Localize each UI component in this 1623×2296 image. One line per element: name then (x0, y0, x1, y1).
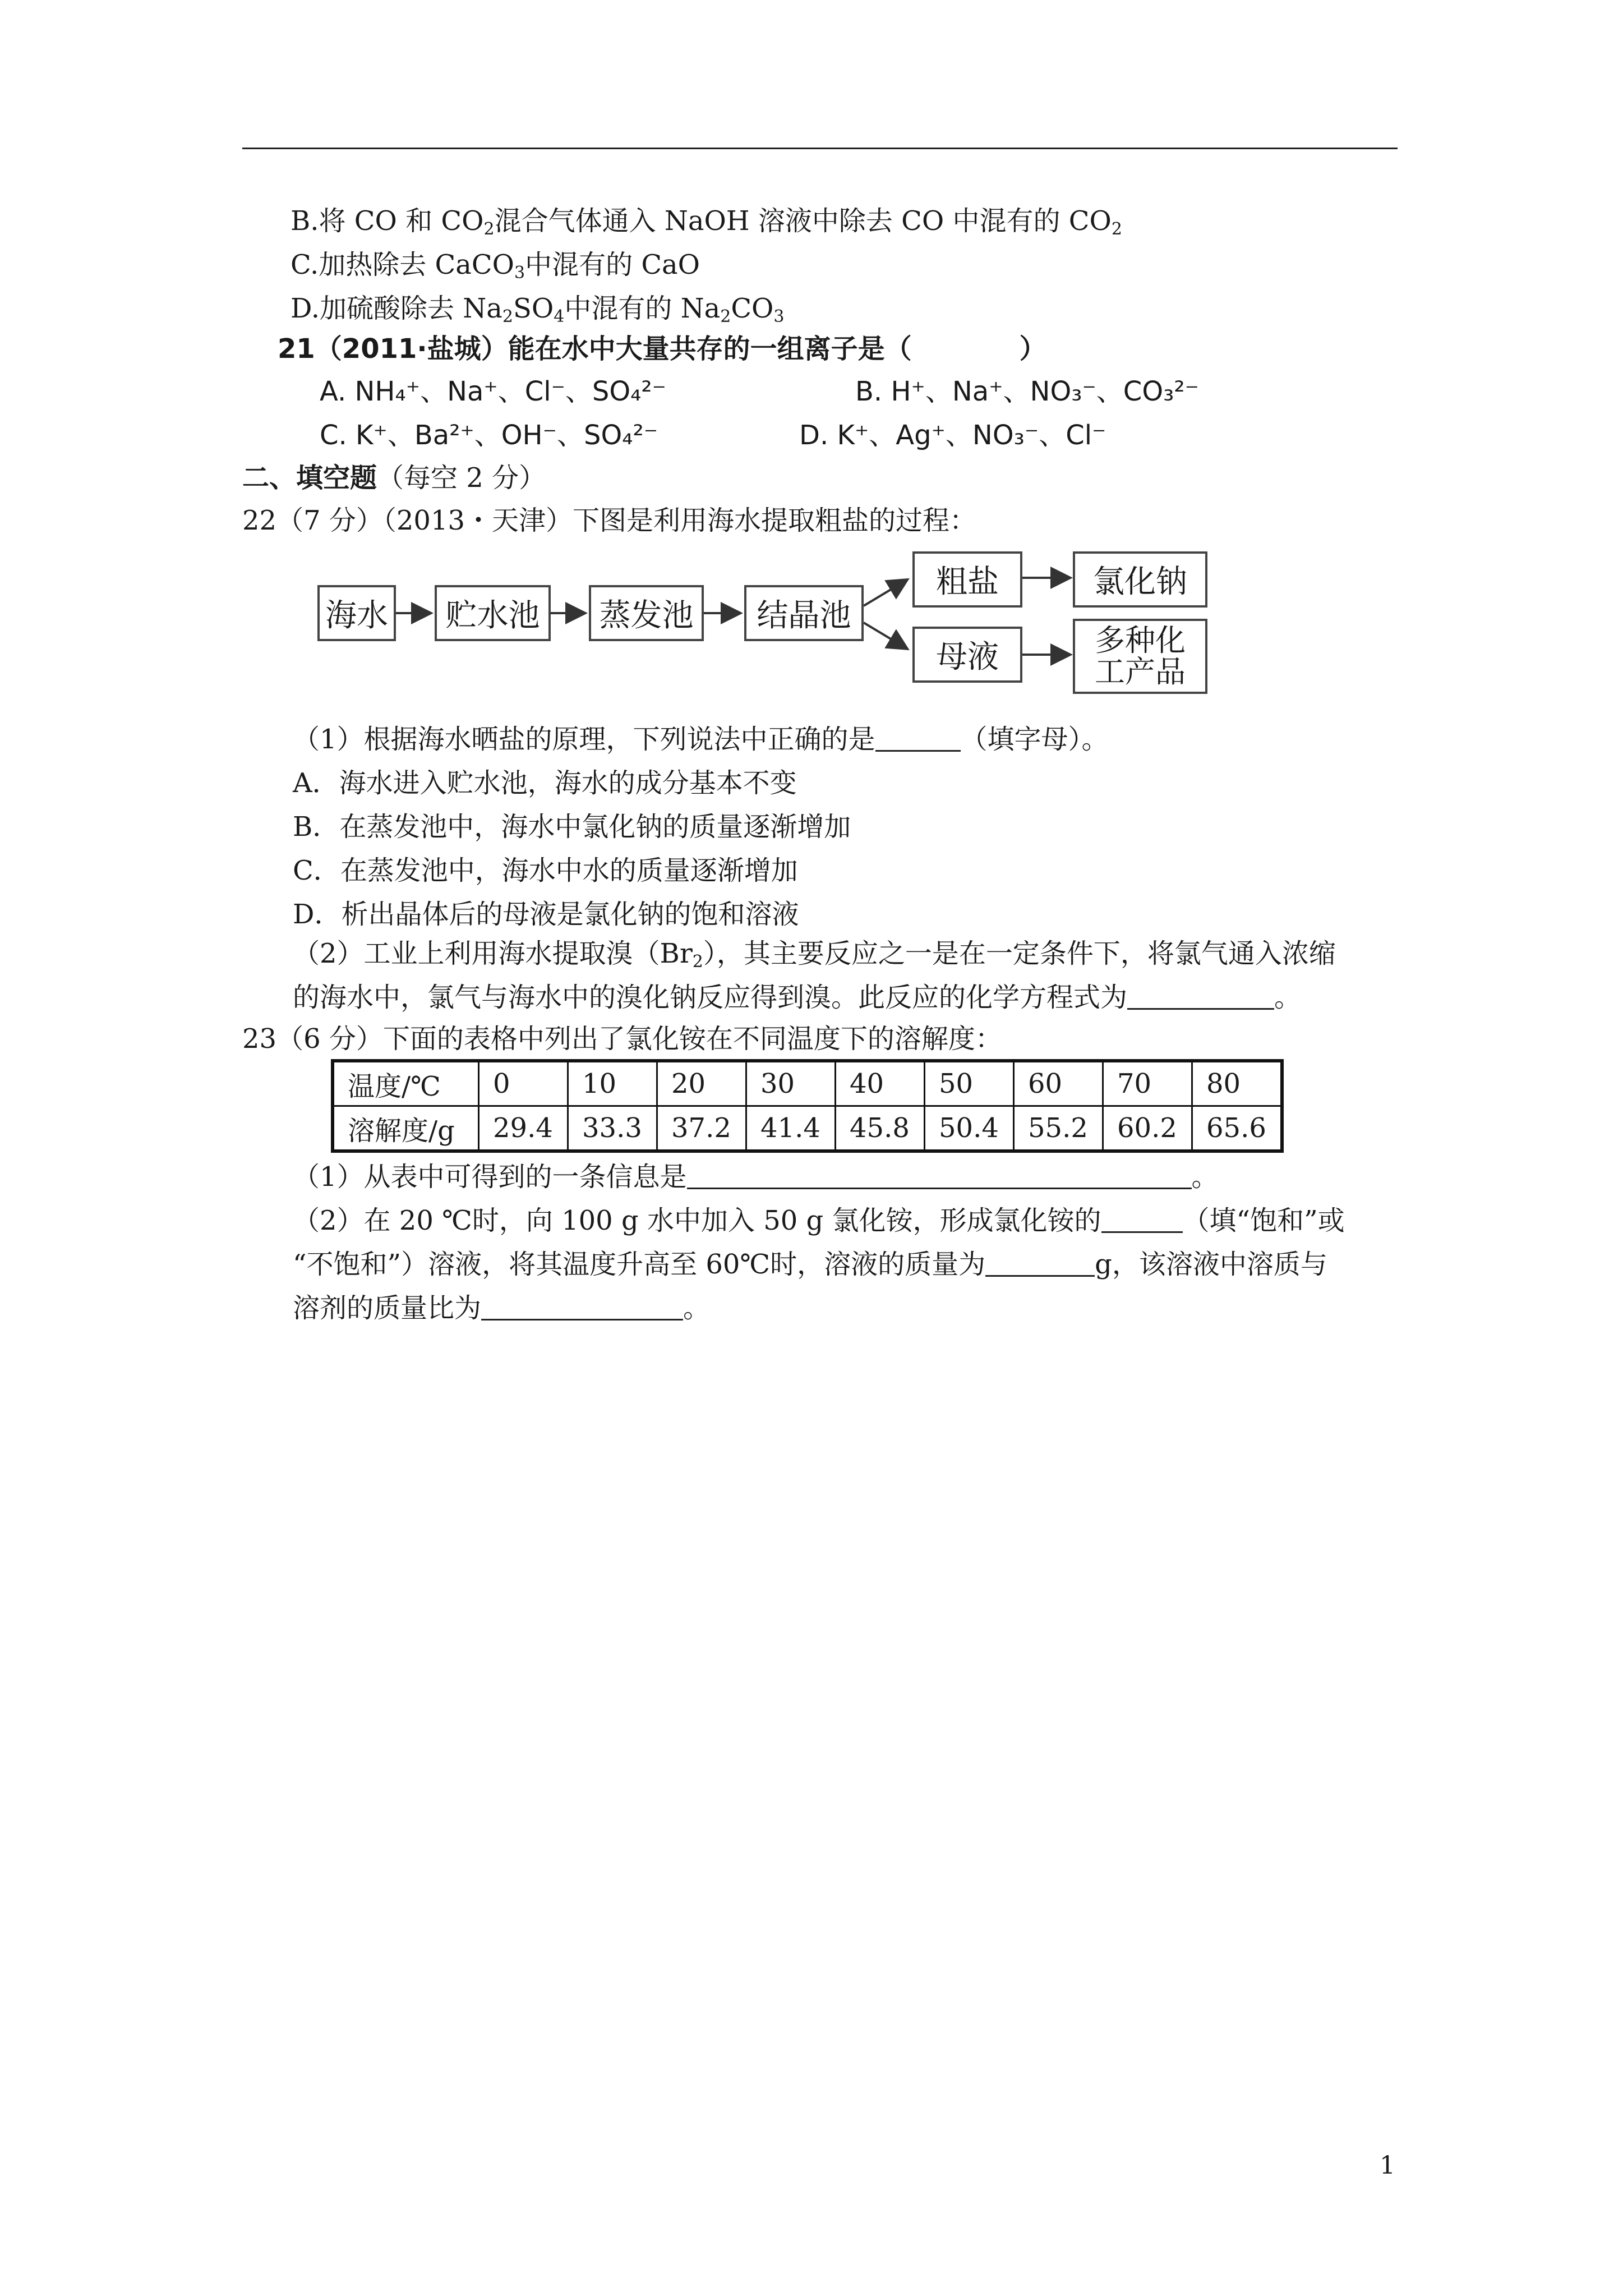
table-row (333, 1106, 1282, 1152)
q23-part2-line1: （2）在 20 ℃时，向 100 g 水中加入 50 g 氯化铵，形成氯化铵的 （填“饱和”或 (293, 1205, 1345, 1236)
answer-blank[interactable] (1127, 981, 1274, 1010)
table-cell: 50 (925, 1061, 1014, 1106)
q22-part1: （1）根据海水晒盐的原理，下列说法中正确的是 （填字母）。 (293, 724, 1109, 755)
q22-option-d: D．析出晶体后的母液是氯化钠的饱和溶液 (293, 899, 799, 930)
table-cell: 0 (479, 1061, 568, 1106)
flow-node-chemical-products-line1: 多种化 (1095, 623, 1186, 658)
flow-node-crude-salt: 粗盐 (912, 551, 1022, 608)
q22-part2-line2: 的海水中，氯气与海水中的溴化钠反应得到溴。此反应的化学方程式为 。 (293, 982, 1302, 1013)
answer-blank[interactable] (481, 1292, 683, 1320)
table-cell: 20 (657, 1061, 746, 1106)
q22-option-b: B．在蒸发池中，海水中氯化钠的质量逐渐增加 (293, 811, 851, 843)
option-c-line: C.加热除去 CaCO$_3$中混有的 CaO (291, 249, 700, 283)
answer-blank[interactable] (687, 1161, 1192, 1189)
q21-option-d: D. K⁺、Ag⁺、NO₃⁻、Cl⁻ (799, 420, 1106, 451)
arrow-5 (864, 623, 906, 648)
flow-node-sodium-chloride: 氯化钠 (1073, 551, 1207, 608)
q21-option-b: B. H⁺、Na⁺、NO₃⁻、CO₃²⁻ (855, 376, 1199, 407)
answer-blank[interactable] (1101, 1204, 1183, 1233)
flow-node-seawater: 海水 (317, 585, 396, 641)
q21-option-a: A. NH₄⁺、Na⁺、Cl⁻、SO₄²⁻ (320, 376, 667, 407)
table-cell: 33.3 (568, 1106, 657, 1152)
q22-part2-line1: （2）工业上利用海水提取溴$(Br_2)$，其主要反应之一是在一定条件下，将氯气通入浓缩 (293, 938, 1336, 972)
table-row (333, 1061, 1282, 1106)
q22-option-a: A．海水进入贮水池，海水的成分基本不变 (293, 767, 797, 799)
arrow-4 (864, 581, 906, 606)
table-cell: 29.4 (479, 1106, 568, 1152)
q21-option-c: C. K⁺、Ba²⁺、OH⁻、SO₄²⁻ (320, 420, 658, 451)
flow-node-evaporation-pond: 蒸发池 (589, 585, 704, 641)
page-number: 1 (1380, 2151, 1395, 2180)
q22-option-c: C．在蒸发池中，海水中水的质量逐渐增加 (293, 855, 798, 886)
table-cell: 45.8 (836, 1106, 925, 1152)
answer-blank[interactable] (875, 723, 961, 752)
table-cell: 41.4 (746, 1106, 836, 1152)
section-title: 二、填空题 (242, 462, 377, 494)
q22-stem: 22（7 分）（2013・天津）下图是利用海水提取粗盐的过程： (242, 505, 977, 536)
option-d-line: D.加硫酸除去 $Na_2SO_4$中混有的 $Na_2CO_3$ (291, 293, 785, 326)
q23-stem: 23（6 分）下面的表格中列出了氯化铵在不同温度下的溶解度： (242, 1023, 1002, 1055)
q23-part2-line3: 溶剂的质量比为 。 (293, 1292, 711, 1324)
table-cell: 30 (746, 1061, 836, 1106)
table-cell: 65.6 (1192, 1106, 1283, 1152)
table-cell: 80 (1192, 1061, 1283, 1106)
section-note: （每空 2 分） (377, 462, 546, 494)
table-cell: 37.2 (657, 1106, 746, 1152)
flow-node-crystallization-pond: 结晶池 (744, 585, 864, 641)
q23-part1: （1）从表中可得到的一条信息是 。 (293, 1161, 1219, 1193)
solubility-table (331, 1059, 1284, 1153)
table-cell: 60.2 (1103, 1106, 1192, 1152)
answer-blank[interactable] (985, 1248, 1095, 1277)
flow-node-chemical-products (1073, 619, 1207, 694)
table-cell: 40 (836, 1061, 925, 1106)
flow-node-mother-liquor: 母液 (912, 627, 1022, 683)
table-cell: 10 (568, 1061, 657, 1106)
table-cell: 50.4 (925, 1106, 1014, 1152)
table-header-cell: 溶解度/g (333, 1106, 479, 1152)
q23-part2-line2: “不饱和”）溶液，将其温度升高至 60℃时，溶液的质量为 g，该溶液中溶质与 (293, 1249, 1327, 1280)
flow-node-chemical-products-line2: 工产品 (1095, 654, 1186, 689)
option-b-line: B.将 CO 和 $CO_2$混合气体通入 NaOH 溶液中除去 CO 中混有的 $CO_2$ (291, 205, 1122, 239)
table-cell: 55.2 (1014, 1106, 1103, 1152)
q21-stem: 21（2011·盐城）能在水中大量共存的一组离子是（ ） (278, 333, 1046, 365)
table-cell: 60 (1014, 1061, 1103, 1106)
table-header-cell: 温度/℃ (333, 1061, 479, 1106)
table-cell: 70 (1103, 1061, 1192, 1106)
flow-node-storage-pond: 贮水池 (435, 585, 551, 641)
